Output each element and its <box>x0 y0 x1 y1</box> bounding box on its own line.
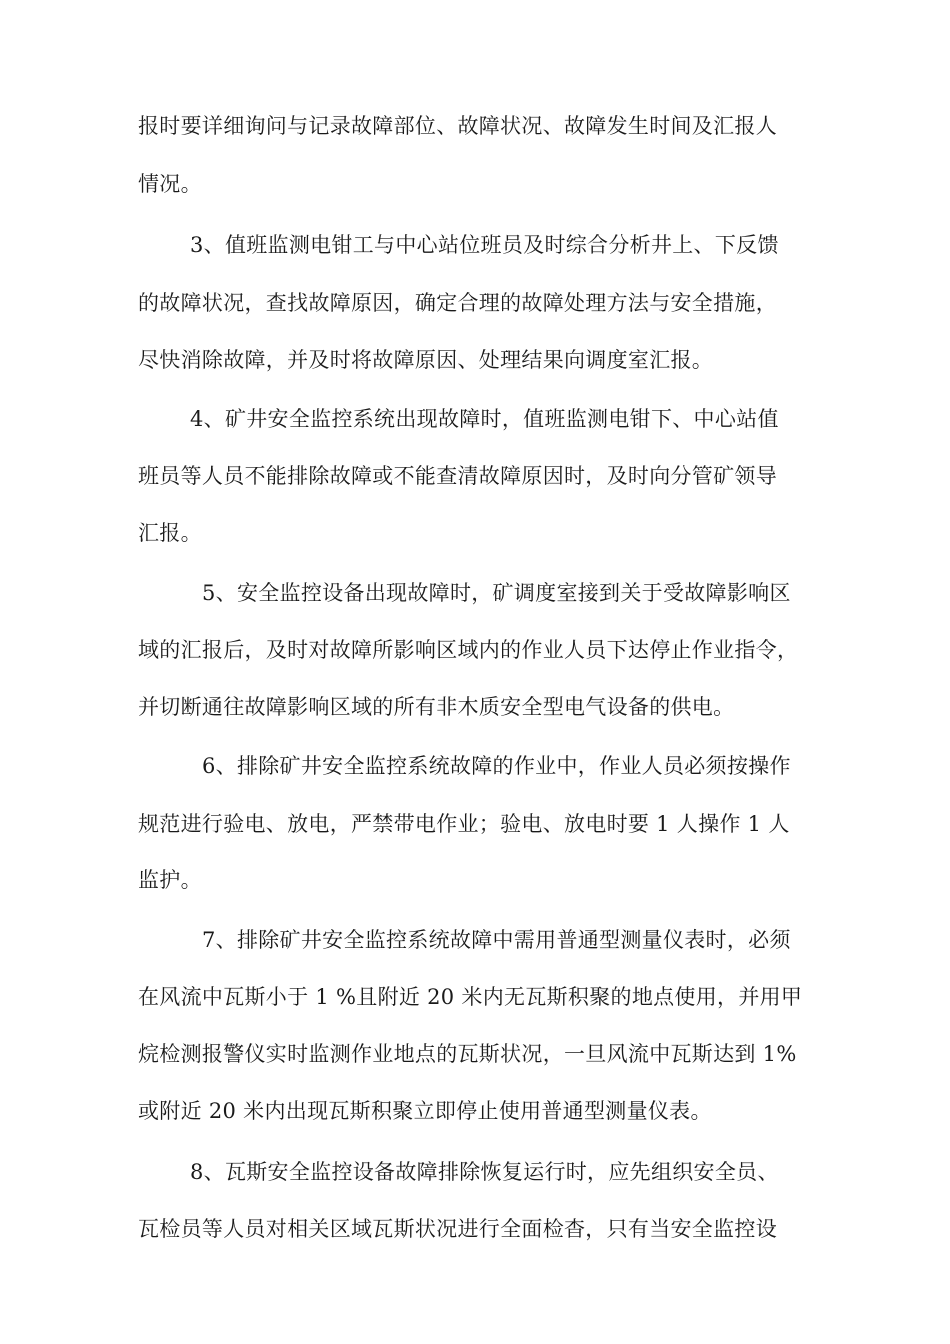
text-line: 班员等人员不能排除故障或不能查清故障原因时，及时向分管矿领导 <box>138 464 777 488</box>
paragraph-3-line: 3、值班监测电钳工与中心站位班员及时综合分析井上、下反馈 <box>190 233 779 257</box>
paragraph-8-line: 8、瓦斯安全监控设备故障排除恢复运行时，应先组织安全员、 <box>190 1160 779 1184</box>
text-line: 域的汇报后，及时对故障所影响区域内的作业人员下达停止作业指令， <box>138 638 799 662</box>
text-line: 在风流中瓦斯小于 1 %且附近 20 米内无瓦斯积聚的地点使用，并用甲 <box>138 985 803 1009</box>
paragraph-6-line: 6、排除矿井安全监控系统故障的作业中，作业人员必须按操作 <box>202 754 791 778</box>
text-line: 尽快消除故障，并及时将故障原因、处理结果向调度室汇报。 <box>138 348 714 372</box>
text-line: 情况。 <box>138 172 202 196</box>
text-line: 烷检测报警仪实时监测作业地点的瓦斯状况，一旦风流中瓦斯达到 1% <box>138 1042 797 1066</box>
paragraph-5-line: 5、安全监控设备出现故障时，矿调度室接到关于受故障影响区 <box>202 581 791 605</box>
text-line: 的故障状况，查找故障原因，确定合理的故障处理方法与安全措施， <box>138 291 777 315</box>
text-line: 并切断通往故障影响区域的所有非木质安全型电气设备的供电。 <box>138 695 735 719</box>
text-line: 汇报。 <box>138 521 202 545</box>
text-line: 瓦检员等人员对相关区域瓦斯状况进行全面检杳，只有当安全监控设 <box>138 1217 777 1241</box>
text-line: 监护。 <box>138 868 202 892</box>
text-line: 或附近 20 米内出现瓦斯积聚立即停止使用普通型测量仪表。 <box>138 1099 712 1123</box>
paragraph-7-line: 7、排除矿井安全监控系统故障中需用普通型测量仪表时，必须 <box>202 928 791 952</box>
paragraph-4-line: 4、矿井安全监控系统出现故障时，值班监测电钳下、中心站值 <box>190 407 779 431</box>
text-line: 规范进行验电、放电，严禁带电作业；验电、放电时要 1 人操作 1 人 <box>138 812 790 836</box>
text-line: 报时要详细询问与记录故障部位、故障状况、故障发生时间及汇报人 <box>138 114 777 138</box>
